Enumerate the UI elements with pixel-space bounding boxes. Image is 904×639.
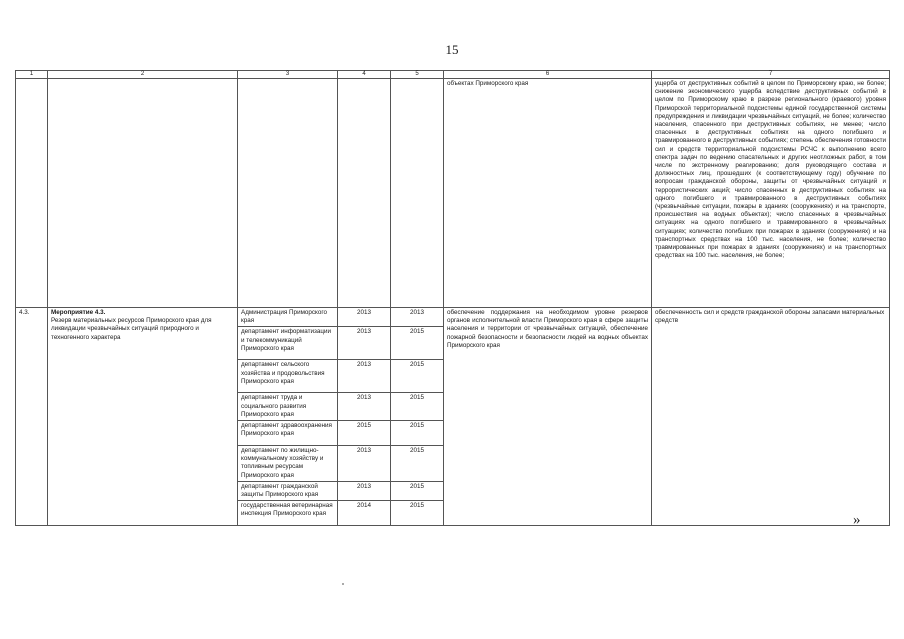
- measure-cell: [48, 308, 238, 526]
- measure-number: 4.3.: [16, 308, 48, 526]
- executor-name: Администрация Приморского края: [238, 308, 338, 327]
- executor-name: департамент сельского хозяйства и продовольствия Приморского края: [238, 360, 338, 393]
- page-number: 15: [445, 42, 459, 57]
- measure-row: [16, 308, 890, 327]
- executor-name: департамент здравоохранения Приморского края: [238, 421, 338, 446]
- header-col-7: 7: [652, 71, 890, 79]
- executor-end: 2013: [391, 308, 444, 327]
- table-header-row: [16, 71, 890, 79]
- scan-speck: [342, 583, 344, 585]
- executor-end: 2015: [391, 481, 444, 500]
- executor-name: государственная ветеринарная инспекция Приморского края: [238, 501, 338, 526]
- executor-start: 2014: [338, 501, 391, 526]
- executor-start: 2013: [338, 446, 391, 482]
- executor-start: 2013: [338, 327, 391, 360]
- executor-name: департамент по жилищно-коммунальному хозяйству и топливным ресурсам Приморского края: [238, 446, 338, 482]
- header-col-5: 5: [391, 71, 444, 79]
- continuation-row: [16, 79, 890, 308]
- executor-end: 2015: [391, 501, 444, 526]
- executor-name: департамент труда и социального развития Приморского края: [238, 393, 338, 421]
- executor-end: 2015: [391, 327, 444, 360]
- executor-start: 2013: [338, 360, 391, 393]
- header-col-4: 4: [338, 71, 391, 79]
- executor-end: 2015: [391, 446, 444, 482]
- executor-start: 2013: [338, 308, 391, 327]
- executor-end: 2015: [391, 360, 444, 393]
- executor-end: 2015: [391, 393, 444, 421]
- measure-indicator: обеспеченность сил и средств гражданской обороны запасами материальных средств: [652, 308, 890, 526]
- measure-result: обеспечение поддержания на необходимом уровне резервов органов исполнительной власти Приморского края в сфере защиты населения и территории от чрезвычайных ситуаций, обеспечение пожарной безопасности и безопасности людей на водных объектах Приморского края: [444, 308, 652, 526]
- executor-start: 2013: [338, 393, 391, 421]
- continuation-col7: ущерба от деструктивных событий в целом по Приморскому краю, не более; снижение экономического ущерба вследствие деструктивных событий в целом по Приморскому краю в разрезе регионального (краевого) уровня Приморской территориальной подсистемы единой государственной системы предупреждения и ликвидации чрезвычайных ситуаций, не более; количество населения, спасенного при деструктивных событиях, не менее; число спасенных в деструктивных событиях на одного погибшего и травмированного в деструктивных событиях; степень обеспечения готовности сил и средств территориальной подсистемы РСЧС к выполнению всего спектра задач по ведению спасательных и других неотложных работ, в том числе по экстренному реагированию; доля руководящего состава и должностных лиц, прошедших (к соответствующему году) обучение по вопросам гражданской обороны, защиты от чрезвычайных ситуаций и террористических акций; число спасенных в деструктивных событиях на одного погибшего и травмированного в деструктивных событиях (чрезвычайные ситуации, пожары в зданиях (сооружениях) и на транспорте, происшествия на водных объектах); число спасенных в чрезвычайных ситуациях на одного погибшего и травмированного в чрезвычайных ситуациях; количество погибших при пожарах в зданиях (сооружениях) и на транспортных средствах на 100 тыс. населения, не более; количество травмированных при пожарах в зданиях (сооружениях) и на транспортных средствах на 100 тыс. населения, не более;: [652, 79, 890, 308]
- executor-name: департамент гражданской защиты Приморского края: [238, 481, 338, 500]
- header-col-6: 6: [444, 71, 652, 79]
- header-col-2: 2: [48, 71, 238, 79]
- executor-start: 2015: [338, 421, 391, 446]
- executor-name: департамент информатизации и телекоммуникаций Приморского края: [238, 327, 338, 360]
- executor-end: 2015: [391, 421, 444, 446]
- header-col-1: 1: [16, 71, 48, 79]
- header-col-3: 3: [238, 71, 338, 79]
- executor-start: 2013: [338, 481, 391, 500]
- closing-quote: »: [853, 512, 861, 528]
- measure-description: Резерв материальных ресурсов Приморского края для ликвидации чрезвычайных ситуаций природного и техногенного характера: [51, 317, 212, 341]
- continuation-col6: объектах Приморского края: [444, 79, 652, 308]
- measure-title: Мероприятие 4.3.: [51, 309, 106, 316]
- program-table: [15, 70, 890, 526]
